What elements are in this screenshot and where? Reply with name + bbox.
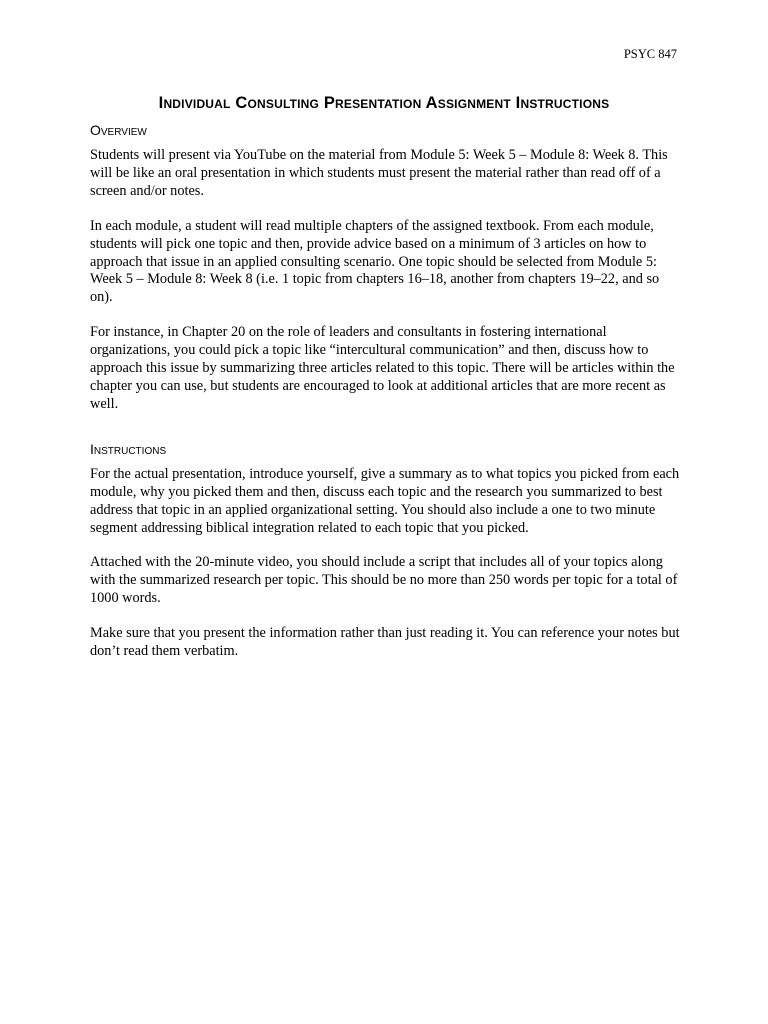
paragraph: In each module, a student will read multiple chapters of the assigned textbook. From each module, students will pick one topic and then, provide advice based on a minimum of 3 articles on how to approach that issue in an applied consulting scenario. One topic should be selected from Module 5: Week 5 – Module 8: Week 8 (i.e. 1 topic from chapters 16–18, another from chapters 19–22, and so on). — [90, 217, 660, 306]
paragraph: Attached with the 20-minute video, you should include a script that includes all of your topics along with the summarized research per topic. This should be no more than 250 words per topic for a total of 1000 words. — [90, 554, 678, 607]
course-code: PSYC 847 — [623, 47, 677, 61]
paragraph: Students will present via YouTube on the material from Module 5: Week 5 – Module 8: Week 8. This will be like an oral presentation in which students must present the material rather than read off of a screen and/or notes. — [90, 147, 668, 199]
document-body — [90, 121, 680, 678]
page-title: Individual Consulting Presentation Assignment Instructions — [158, 94, 610, 112]
paragraph: For instance, in Chapter 20 on the role of leaders and consultants in fostering international organizations, you could pick a topic like “intercultural communication” and then, discuss how to approach this issue by summarizing three articles related to this topic. There will be articles within the chapter you can use, but students are encouraged to look at additional articles that are more recent as well. — [90, 324, 675, 412]
paragraph: For the actual presentation, introduce yourself, give a summary as to what topics you picked from each module, why you picked them and then, discuss each topic and the research you summarized to best address that topic in an applied organizational setting. You should also include a one to two minute segment addressing biblical integration related to each topic that you picked. — [90, 465, 680, 536]
section-heading-overview: Overview — [90, 122, 147, 138]
section-heading-instructions: Instructions — [90, 440, 167, 457]
paragraph: Make sure that you present the information rather than just reading it. You can reference your notes but don’t read them verbatim. — [90, 625, 680, 660]
